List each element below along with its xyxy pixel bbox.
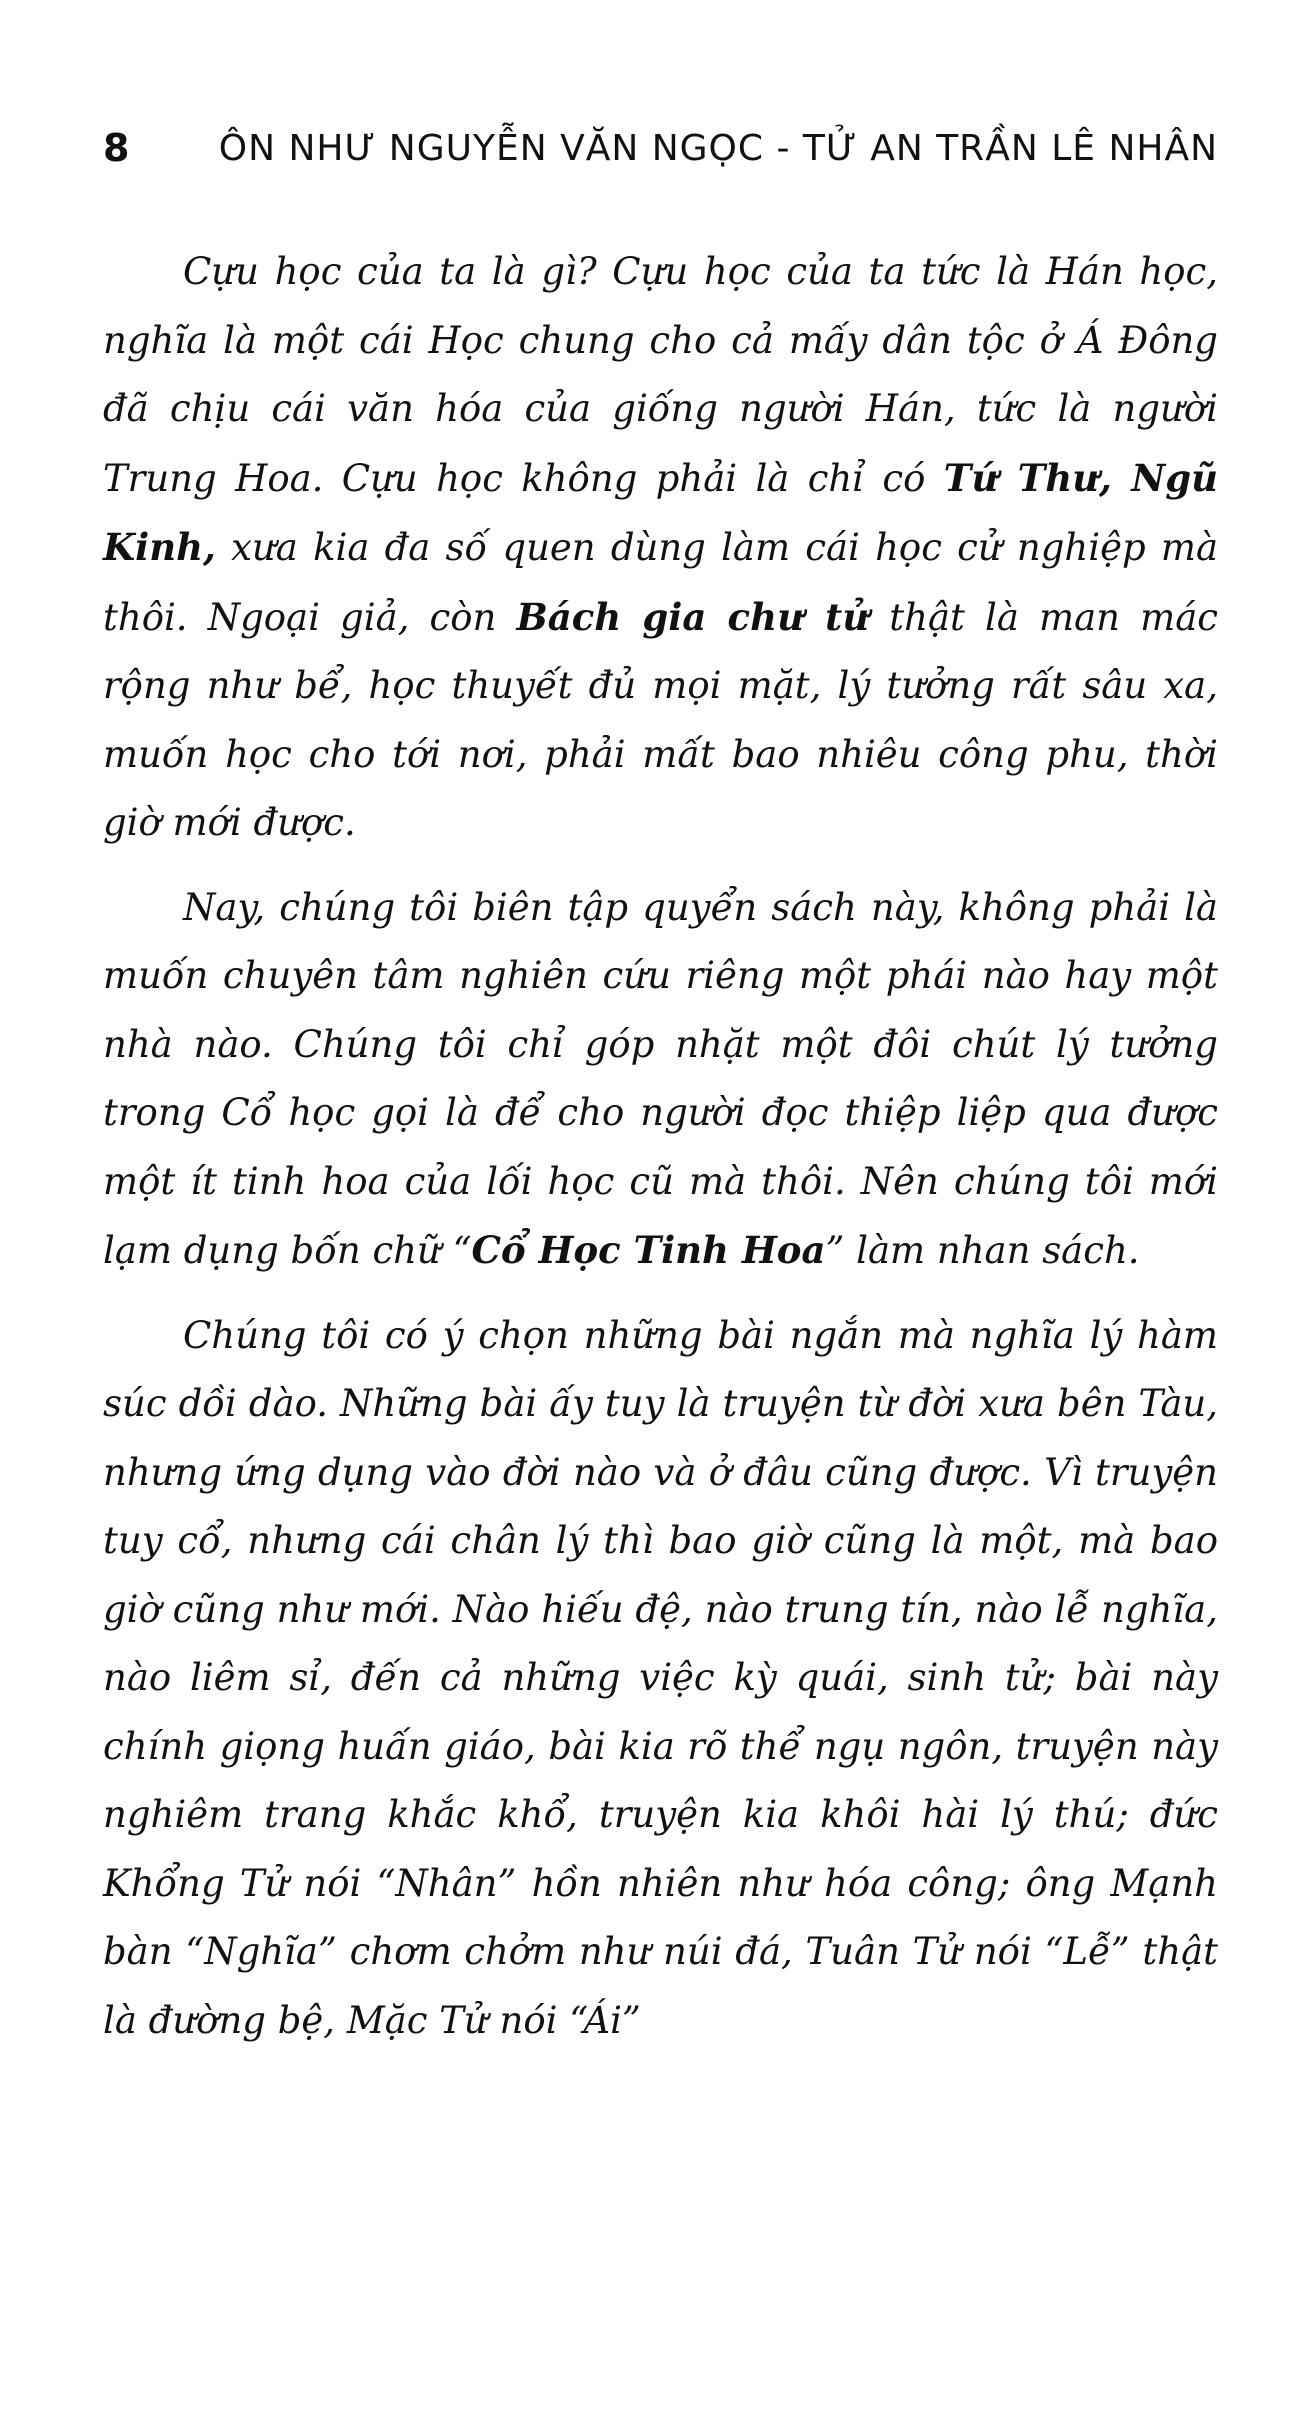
running-title: ÔN NHƯ NGUYỄN VĂN NGỌC - TỬ AN TRẦN LÊ NHÂN — [218, 127, 1218, 169]
paragraph-text: xưa kia đa số quen dùng làm cái học cử nghiệp mà thôi. Ngoại giả, còn — [103, 526, 1218, 639]
paragraph-text: Nay, chúng tôi biên tập quyển sách này, không phải là muốn chuyên tâm nghiên cứu riêng một phái nào hay một nhà nào. Chúng tôi chỉ góp nhặt một đôi chút lý tưởng trong Cổ học gọi là để cho người đọc thiệp liệp qua được một ít tinh hoa của lối học cũ mà thôi. Nên chúng tôi mới lạm dụng bốn chữ “ — [103, 885, 1218, 1272]
page-header — [103, 118, 1218, 178]
paragraph-text: ” làm nhan sách. — [825, 1229, 1140, 1272]
paragraph-text: Chúng tôi có ý chọn những bài ngắn mà nghĩa lý hàm súc dồi dào. Những bài ấy tuy là truyện từ đời xưa bên Tàu, nhưng ứng dụng vào đời nào và ở đâu cũng được. Vì truyện tuy cổ, nhưng cái chân lý thì bao giờ cũng là một, mà bao giờ cũng như mới. Nào hiếu đệ, nào trung tín, nào lễ nghĩa, nào liêm sỉ, đến cả những việc kỳ quái, sinh tử; bài này chính giọng huấn giáo, bài kia rõ thể ngụ ngôn, truyện này nghiêm trang khắc khổ, truyện kia khôi hài lý thú; đức Khổng Tử nói “Nhân” hồn nhiên như hóa công; ông Mạnh bàn “Nghĩa” chơm chởm như núi đá, Tuân Tử nói “Lễ” thật là đường bệ, Mặc Tử nói “Ái” — [103, 1313, 1218, 2042]
emphasis-term: Bách gia chư tử — [516, 594, 870, 639]
paragraph-text: thật là man mác rộng như bể, học thuyết đủ mọi mặt, lý tưởng rất sâu xa, muốn học cho tới nơi, phải mất bao nhiêu công phu, thời giờ mới được. — [103, 595, 1219, 844]
emphasis-term: Tứ Thư, Ngũ Kinh, — [103, 455, 1218, 569]
page-number: 8 — [103, 126, 131, 170]
body-text — [103, 238, 1218, 2071]
paragraph-1 — [103, 238, 1218, 858]
paragraph-3 — [103, 1302, 1218, 2056]
paragraph-2 — [103, 874, 1218, 1286]
book-title-term: Cổ Học Tinh Hoa — [471, 1228, 826, 1272]
paragraph-text: Cựu học của ta là gì? Cựu học của ta tức là Hán học, nghĩa là một cái Học chung cho cả mấy dân tộc ở Á Đông đã chịu cái văn hóa của giống người Hán, tức là người Trung Hoa. Cựu học không phải là chỉ có — [103, 250, 1218, 500]
